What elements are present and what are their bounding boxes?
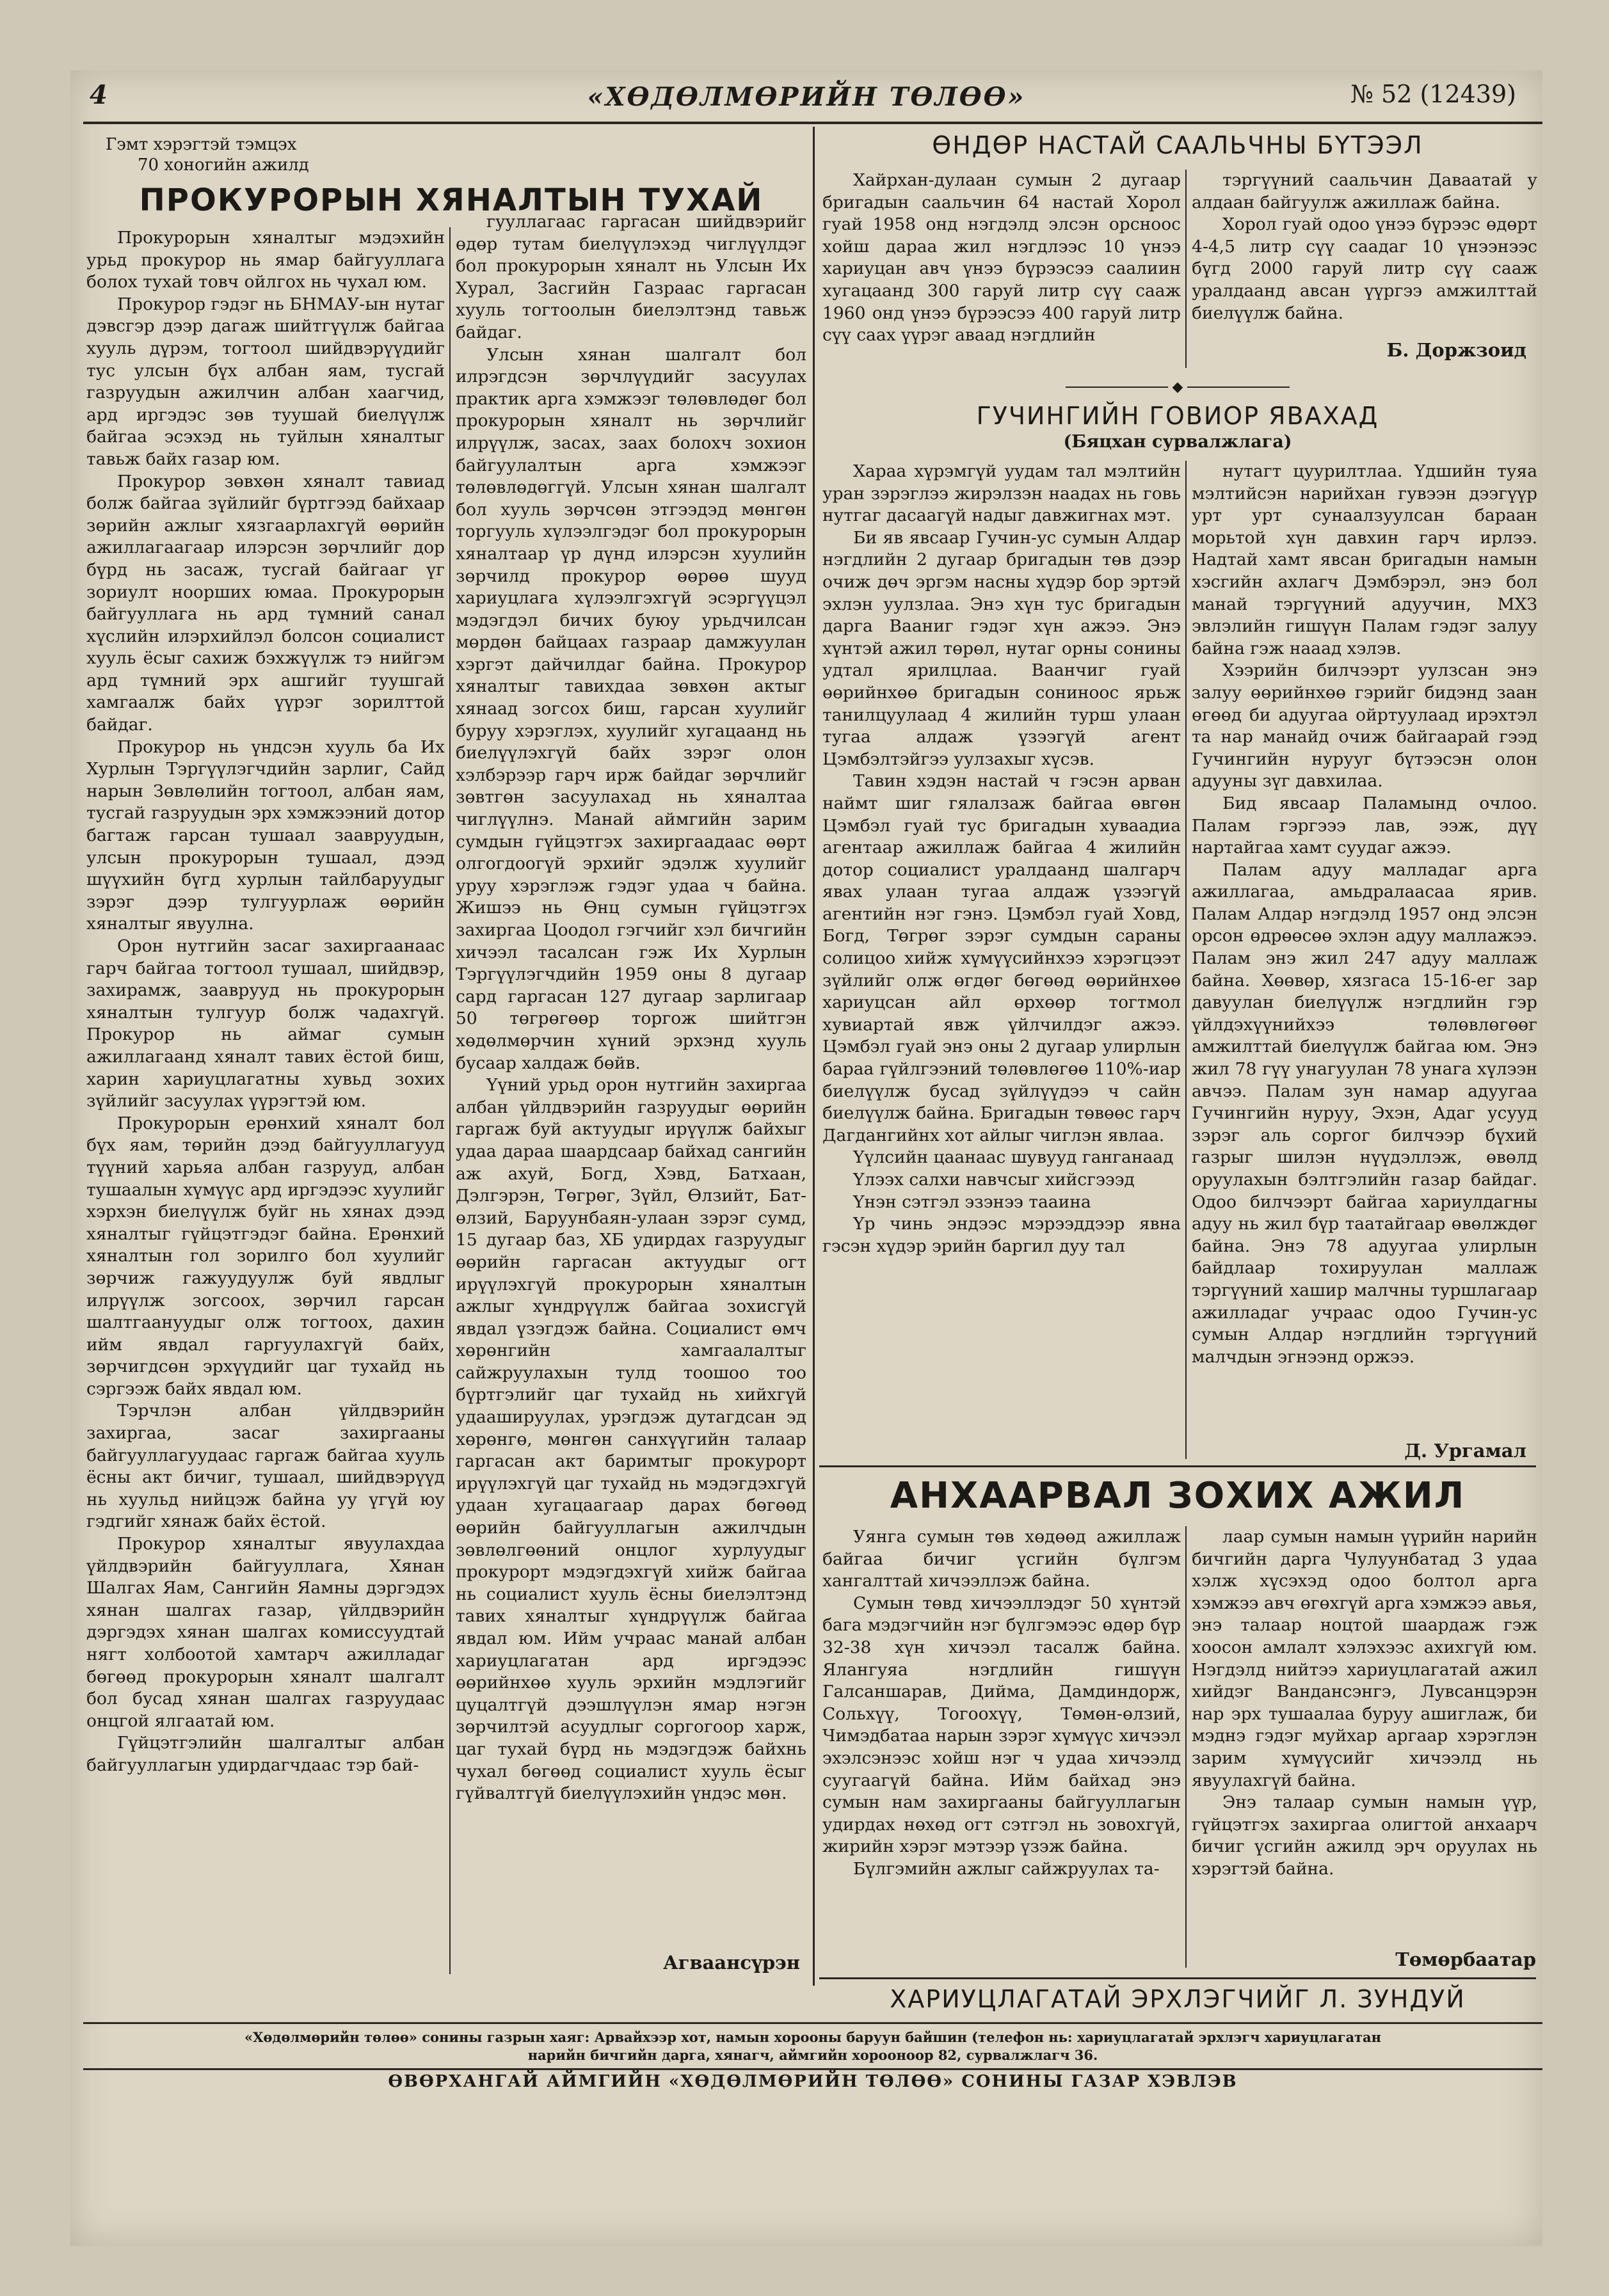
article-title: ГУЧИНГИЙН ГОВИОР ЯВАХАД: [976, 402, 1379, 430]
article-column: [86, 227, 445, 1777]
byline: Д. Ургамал: [1404, 1440, 1526, 1462]
article-title: АНХААРВАЛ ЗОХИХ АЖИЛ: [890, 1475, 1466, 1517]
paragraph: Палам адуу малладаг арга ажиллагаа, амьдралаасаа ярив. Палам Алдар нэгдэлд 1957 онд элсэн орсон өдрөөсөө эхлэн адуу маллажээ. Палам энэ жил 247 адуу маллаж байна. Хөөвөр, хязгаса 15-16-ег зар давуулан биелүүлж нэгдлийн гэр үйлдэхүүнийхээ төлөвлөгөөг амжилттай биелүүлж байгаа юм. Энэ жил 78 гүү унагуулан 78 унага хүлээн авчээ. Палам зун намар адуугаа Гучингийн нуруу, Эхэн, Адаг усууд зэрэг аль соргог билчээр бүхий газрыг шилэн нүүдэллэж, өвөлд оруулахын бэлтгэлийн газар байдаг. Одоо билчээрт байгаа хариулдагны адуу нь жил бүр таатайгаар өвөлждөг байна. Энэ 78 адуугаа улирлын байдлаар тохируулан маллаж тэргүүний хашир малчны туршлагаар ажилладаг учраас одоо Гучин-ус сумын Алдар нэгдлийн тэргүүний малчдын эгнээнд оржээ.: [1192, 859, 1537, 1367]
paragraph: Прокурор хяналтыг явуулахдаа үйлдвэрийн байгууллага, Хянан Шалгах Яам, Сангийн Яамны дэргэдэх хянан шалгах газар, үйлдвэрийн дэргэдэх хянан шалгах комиссуудтай нягт холбоотой хамтарч ажилладаг бөгөөд прокурорын хяналт шалгалт бол бусад хянан шалгах газруудаас онцгой ялгаатай юм.: [86, 1534, 445, 1731]
paragraph: Сумын төвд хичээллэдэг 50 хүнтэй бага мэдэгчийн нэг бүлгэмээс өдөр бүр 32-38 хүн хичээл тасалж байна. Ялангуяа нэгдлийн гишүүн Галсаншарав, Дийма, Дамдиндорж, Сольхүү, Тогоохүү, Төмөн-өлзий, Чимэдбатаа нарын зэрэг хүмүүс хичээл эхэлсэнээс хойш нэг ч удаа хичээлд суугаагүй байна. Ийм байхад энэ сумын нам захиргааны байгууллагын удирдах нөхөд огт сэтгэл нь зовохгүй, жирийн хэрэг мэтээр үзэж байна.: [822, 1593, 1181, 1857]
paragraph: нутагт цуурилтлаа. Үдшийн туяа мэлтийсэн нарийхан гувээн дээгүүр урт урт сунаалзуулсан бараан морьтой хүн давхин гарч ирлээ. Надтай хамт явсан бригадын намын хэсгийн ахлагч Дэмбэрэл, энэ бол манай тэргүүний адуучин, МХЗ эвлэлийн гишүүн Палам гэдэг залуу байна гэж нааад хэлэв.: [1192, 461, 1537, 658]
paragraph: Хорол гуай одоо үнээ бүрээс өдөрт 4-4,5 литр сүү саадаг 10 үнээнээс бүгд 2000 гаруй литр сүү сааж уралдаанд авсан үүргээ амжилттай биелүүлж байна.: [1192, 214, 1537, 323]
column-divider: [813, 127, 815, 1986]
article-column: [822, 461, 1181, 1257]
column-divider: [1185, 1526, 1187, 1968]
paragraph: Прокурорын хяналтыг мэдэхийн урьд прокурор нь ямар байгууллага болох тухай товч ойлгох нь чухал юм.: [86, 228, 445, 292]
rubric: [106, 134, 426, 175]
article-subtitle: (Бяцхан сурвалжлага): [1063, 432, 1292, 452]
ornament-divider: [1050, 379, 1306, 395]
paragraph: Улсын хянан шалгалт бол илрэгдсэн зөрчлүүдийг засуулах практик арга хэмжээг төлөвлөдөг бол прокурорын хяналт нь зөрчлийг илрүүлж, засах, заах болохч зохион байгуулалтын арга хэмжээг төлөвлөдөггүй. Улсын хянан шалгалт бол хууль зөрчсөн этгээдэд мөнгөн торгууль хүлээлгэдэг бол прокурорын хяналтаар үр дүнд илэрсэн хуулийн зөрчилд прокурор өөрөө шууд хариуцлага хүлээлгэхгүй эсэргүүцэл мэдэгдэл бичих буюу урьдчилсан мөрдөн байцаах газраар дамжуулан хэргэт дайчилдаг байна. Прокурор хяналтыг тавихдаа зөвхөн актыг хянаад зогсох биш, гарсан хуулийг буруу хэрэглэх, хуулийг хугацаанд нь биелүүлэхгүй байх зэрэг олон хэлбэрээр гарч ирж байдаг зөрчлийг зөвтгөн засуулахад нь хяналтаа чиглүүлнэ. Манай аймгийн зарим сумдын гүйцэтгэх захиргаадаас өөрт олгогдоогүй эрхийг эдэлж хуулийг уруу хэрэглэж гэдэг удаа ч байна. Жишээ нь Өнц сумын гүйцэтгэх захиргаа Цоодол гэгчийг хэл бичгийн хичээл тасалсан гэж Их Хурлын Тэргүүлэгчдийн 1959 оны 8 дугаар сард гаргасан 127 дугаар зарлигаар 50 төгрөгөөр торгож шийтгэн хөдөлмөрчин хүний эрхэнд хууль бусаар халдаж бөйв.: [456, 344, 806, 1073]
paragraph: Үлээх салхи навчсыг хийсгэээд: [853, 1170, 1135, 1190]
article-column: [822, 170, 1181, 347]
article-title: ПРОКУРОРЫН ХЯНАЛТЫН ТУХАЙ: [139, 182, 764, 218]
publisher-address: нарийн бичгийн дарга, хянагч, аймгийн хорооноор 82, сурвалжлагч 36.: [527, 2047, 1098, 2063]
footer-rule: [83, 2022, 1542, 2024]
paragraph: Уянга сумын төв хөдөөд ажиллаж байгаа бичиг үсгийн бүлгэм хангалттай хичээллэж байна.: [822, 1527, 1181, 1591]
paragraph: Хараа хүрэмгүй уудам тал мэлтийн уран зэрэглээ жирэлзэн наадах нь говь нутгаг дасаагүй надыг давжигнах мэт.: [822, 461, 1181, 526]
paragraph: Орон нутгийн засаг захиргаанаас гарч байгаа тогтоол тушаал, шийдвэр, захирамж, зааврууд нь прокурорын хяналтын тулгуур болж чадахгүй. Прокурор нь аймаг сумын ажиллагаанд хяналт тавих ёстой биш, харин хариуцлагатны хувьд зохих зүйлийг засуулах үүрэгтэй юм.: [86, 936, 445, 1112]
paragraph: Тавин хэдэн настай ч гэсэн арван наймт шиг гялалзаж байгаа өвгөн Цэмбэл гуай тус бригадын хуваадиа агентаар ажиллаж байгаа 4 жилийн дотор социалист уралдаанд шалгарч явах улаан тугаа алдаж үзээгүй агентийн нэг гэнэ. Цэмбэл гуай Ховд, Богд, Төгрөг зэрэг сумдын сараны солицоо хийж хүмүүсийнхээ хэрэгцээт зүйлийг олж өгдөг бөгөөд өөрийнхөө хариуцсан айл өрхөөр тогтмол хувиартай явж үйлчилдэг ажээ. Цэмбэл гуай энэ оны 2 дугаар улирлын бараа гүйлгээний төлөвлөгөө 110%-иар биелүүлж бусад зүйлүүдээ ч сайн биелүүлж байна. Бригадын төвөөс гарч Дагдангийнх хот айлыг чиглэн явлаа.: [822, 771, 1181, 1145]
section-rule: [819, 1465, 1536, 1467]
column-divider: [449, 227, 451, 1974]
paragraph: гууллагаас гаргасан шийдвэрийг өдөр тутам биелүүлэхэд чиглүүлдэг бол прокурорын хяналт нь Улсын Их Хурал, Засгийн Газраас гаргасан хууль тогтоолын биелэлтэнд тавьж байдаг.: [456, 212, 806, 342]
paragraph: Бүлгэмийн ажлыг сайжруулах та-: [853, 1858, 1160, 1879]
paragraph: лаар сумын намын үүрийн нарийн бичгийн дарга Чулуунбатад 3 удаа хэлж хүсэхэд одоо болтол арга хэмжээ авч өгөхгүй арга хэмжээ авья, энэ талаар ноцтой шаардаж гэж хоосон амлалт хэлэхээс ахихгүй юм. Нэгдэлд нийтээ хариуцлагатай ажил хийдэг Вандансэнгэ, Лувсанцэрэн нар эрх тушаалаа буруу ашиглаж, би мэднэ гэдэг муйхар аргаар хэрэглэн зарим хүмүүсийг хичээлд нь явуулахгүй байна.: [1192, 1527, 1537, 1790]
paragraph: Энэ талаар сумын намын үүр, гүйцэтгэх захиргаа олигтой анхаарч бичиг үсгийн ажилд эрч оруулах нь хэрэгтэй байна.: [1192, 1792, 1537, 1879]
paragraph: Үр чинь эндээс мэрээддээр явна гэсэн хүдэр эрийн баргил дуу тал: [822, 1214, 1181, 1256]
byline: Б. Доржзоид: [1386, 339, 1526, 361]
article-column: [456, 211, 806, 1805]
paragraph: Прокурор нь үндсэн хууль ба Их Хурлын Тэргүүлэгчдийн зарлиг, Сайд нарын Зөвлөлийн тогтоол, албан яам, тусгай газруудын эрх хэмжээний дотор багтаж гарсан тушаал заавруудын, улсын прокурорын тушаал, дээд шүүхийн бүгд хурлын тайлбаруудыг зэрэг дээр тулгуурлаж өөрийн хяналтыг явуулна.: [86, 737, 445, 934]
article-column: [1192, 1526, 1537, 1881]
footer-rule: [83, 2068, 1542, 2070]
paragraph: тэргүүний саальчин Даваатай у алдаан байгуулж ажиллаж байна.: [1192, 170, 1537, 212]
rubric-line: Гэмт хэрэгтэй тэмцэх: [106, 135, 297, 154]
paragraph: Бид явсаар Паламынд очлоо. Палам гэргэээ лав, ээж, дүү нартайгаа хамт суудаг ажээ.: [1192, 793, 1537, 858]
paragraph: Прокурор зөвхөн хяналт тавиад болж байгаа зүйлийг бүртгээд байхаар зөрийн ажлыг хязгаарлахгүй өөрийн ажиллагаагаар илэрсэн зөрчлийг дор бүрд нь засаж, тусгай байгааг үг зориулт ноорших юмаа. Прокурорын байгууллага нь ард түмний санал хүслийн илэрхийлэл болсон социалист хууль ёсыг сахиж бэхжүүлж тэ нийгэм ард түмний эрх ашгийг туушгай хамгаалж байх үүрэг зорилттой байдаг.: [86, 471, 445, 735]
column-divider: [1185, 170, 1187, 368]
publisher-address: «Хөдөлмөрийн төлөө» сонины газрын хаяг: Арвайхээр хот, намын хорооны баруун байшин (телефон нь: хариуцлагатай эрхлэгч хариуцлагатан: [244, 2029, 1382, 2045]
paragraph: Гүйцэтгэлийн шалгалтыг албан байгууллагын удирдагчдаас тэр бай-: [86, 1733, 445, 1775]
paragraph: Үүний урьд орон нутгийн захиргаа албан үйлдвэрийн газруудыг өөрийн гаргаж буй актуудыг ирүүлж байхыг удаа дараа шаардсаар байхад сангийн аж ахуй, Богд, Хэвд, Батхаан, Дэлгэрэн, Төгрөг, Зүйл, Өлзийт, Бат-өлзий, Баруунбаян-улаан зэрэг сумд, 15 дугаар баз, ХБ удирдах газруудыг өөрийн гаргасан актуудыг огт ирүүлэхгүй прокурорын хяналтын ажлыг хүндрүүлж байгаа зохисгүй явдал үзэгдэж байна. Социалист өмч хөрөнгийн хамгаалалтыг сайжруулахын тулд тоошоо тоо бүртгэлийг цаг тухайд нь хийхгүй удаашируулах, урэгдэж дутагдсан эд хөрөнгө, мөнгөн санхүүгийн талаар гаргасан акт баримтыг прокурорт ирүүлэхгүй цаг тухайд нь мэдэгдэхгүй удаан хугацаагаар дарах бөгөөд өөрийн байгууллагын ажилчдын зөвлөлгөөний онцлог хурлуудыг прокурорт мэдэгдэхгүй хийж байгаа нь социалист хууль ёсны биелэлтэнд тавих хяналтыг хүндрүүлж байгаа явдал юм. Ийм учраас манай албан хариуцлагатан ард иргэдээс өөрийнхөө хууль эрхийн мэдлэгийг цуцалтгүй дээшлүүлэн ямар нэгэн зөрчилтэй асуудлыг соргогоор харж, цаг тухай бүрд нь мэдэгдэж байхнь чухал бөгөөд социалист хууль ёсыг гүйвалтгүй биелүүлэхийн үндэс мөн.: [456, 1075, 806, 1804]
diamond-ornament-icon: ◆: [1172, 379, 1183, 395]
column-divider: [1185, 461, 1187, 1459]
paragraph: Хайрхан-дулаан сумын 2 дугаар бригадын саальчин 64 настай Хорол гуай 1958 онд нэгдэлд элсэн орсноос хойш дараа жил нэгдлээс 10 үнээ хариуцан авч үнээ бүрээсээ саалиин хугацаанд 300 гаруй литр сүү сааж 1960 онд үнээ бүрээсээ 400 гаруй литр сүү саах үүрэг аваад нэгдлийн: [822, 170, 1181, 346]
rubric-line: 70 хоногийн ажилд: [138, 155, 309, 175]
newspaper-title: «ХӨДӨЛМӨРИЙН ТӨЛӨӨ»: [587, 82, 1026, 112]
paragraph: Прокурор гэдэг нь БНМАУ-ын нутаг дэвсгэр дээр дагаж шийтгүүлж байгаа хууль дүрэм, тогтоол шийдвэрүүдийг тус улсын бүх албан яам, тусгай газруудын ажилчин албан хаагчид, ард иргэдэс зөв туушай биелүүлж байгаа эсэхэд нь туйлын хяналтыг тавьж байх газар юм.: [86, 294, 445, 469]
paragraph: Үүлсийн цаанаас шувууд ганганаад: [853, 1147, 1174, 1168]
byline: Төмөрбаатар: [1395, 1949, 1536, 1970]
editor-rule: [819, 1977, 1536, 1979]
paragraph: Тэрчлэн албан үйлдвэрийн захиргаа, засаг захиргааны байгууллагуудаас гаргаж байгаа хууль ёсны акт бичиг, тушаал, шийдвэрүүд нь хуульд нийцэж байна уу үгүй юу гэдгийг хянаж байх ёстой.: [86, 1401, 445, 1532]
issue-number: № 52 (12439): [1350, 80, 1517, 108]
article-column: [1192, 170, 1537, 324]
paragraph: Прокурорын ерөнхий хяналт бол бүх яам, төрийн дээд байгууллагууд түүний харьяа албан газрууд, албан тушаалын хүмүүс ард иргэдээс хуулийг хэрхэн биелүүлж буйг нь хянах дээд хяналтыг гүйцэтгэдэг байна. Ерөнхий хяналтын гол зорилго бол хуулийг зөрчиж гажуудуулж буй явдлыг илрүүлж зогсоох, зөрчил гарсан шалтгаануудыг олж тогтоох, дахин ийм явдал гаргуулахгүй байх, зөрчигдсөн эрхүүдийг цаг тухайд нь сэргээж байх явдал юм.: [86, 1113, 445, 1399]
article-title: ӨНДӨР НАСТАЙ СААЛЬЧНЫ БҮТЭЭЛ: [932, 131, 1423, 159]
paragraph: Би яв явсаар Гучин-ус сумын Алдар нэгдлийн 2 дугаар бригадын төв дээр очиж дөч эргэм насны хүдэр бор эртэй эхлэн уулзлаа. Энэ хүн тус бригадын дарга Вааниг гэдэг хүн ажээ. Энэ хүнтэй ажил төрөл, нутаг орны сонины удтал ярилцлаа. Ваанчиг гуай өөрийнхөө бригадын сониноос ярьж танилцуулаад 4 жилийн турш улаан тугаа алдаж үзээгүй агент Цэмбэлтэйгээ уулзахыг хүсэв.: [822, 527, 1181, 769]
page-number: 4: [90, 80, 108, 110]
article-column: [1192, 461, 1537, 1368]
printer-line: ӨВӨРХАНГАЙ АЙМГИЙН «ХӨДӨЛМӨРИЙН ТӨЛӨӨ» СОНИНЫ ГАЗАР ХЭВЛЭВ: [388, 2072, 1238, 2091]
editor-line: ХАРИУЦЛАГАТАЙ ЭРХЛЭГЧИЙГ Л. ЗУНДУЙ: [890, 1985, 1466, 2013]
header-rule: [83, 122, 1542, 124]
byline: Агваансүрэн: [662, 1952, 800, 1973]
article-column: [822, 1526, 1181, 1881]
paragraph: Үнэн сэтгэл эзэнээ тааина: [853, 1192, 1091, 1212]
paragraph: Хээрийн билчээрт уулзсан энэ залуу өөрийнхөө гэрийг бидэнд заан өгөөд би адуугаа ойртуулаад ирэхтэл та нар манайд очиж байгаарай гээд Гучингийн нурууг бүтээсэн олон адууны зүг давхилаа.: [1192, 660, 1537, 792]
